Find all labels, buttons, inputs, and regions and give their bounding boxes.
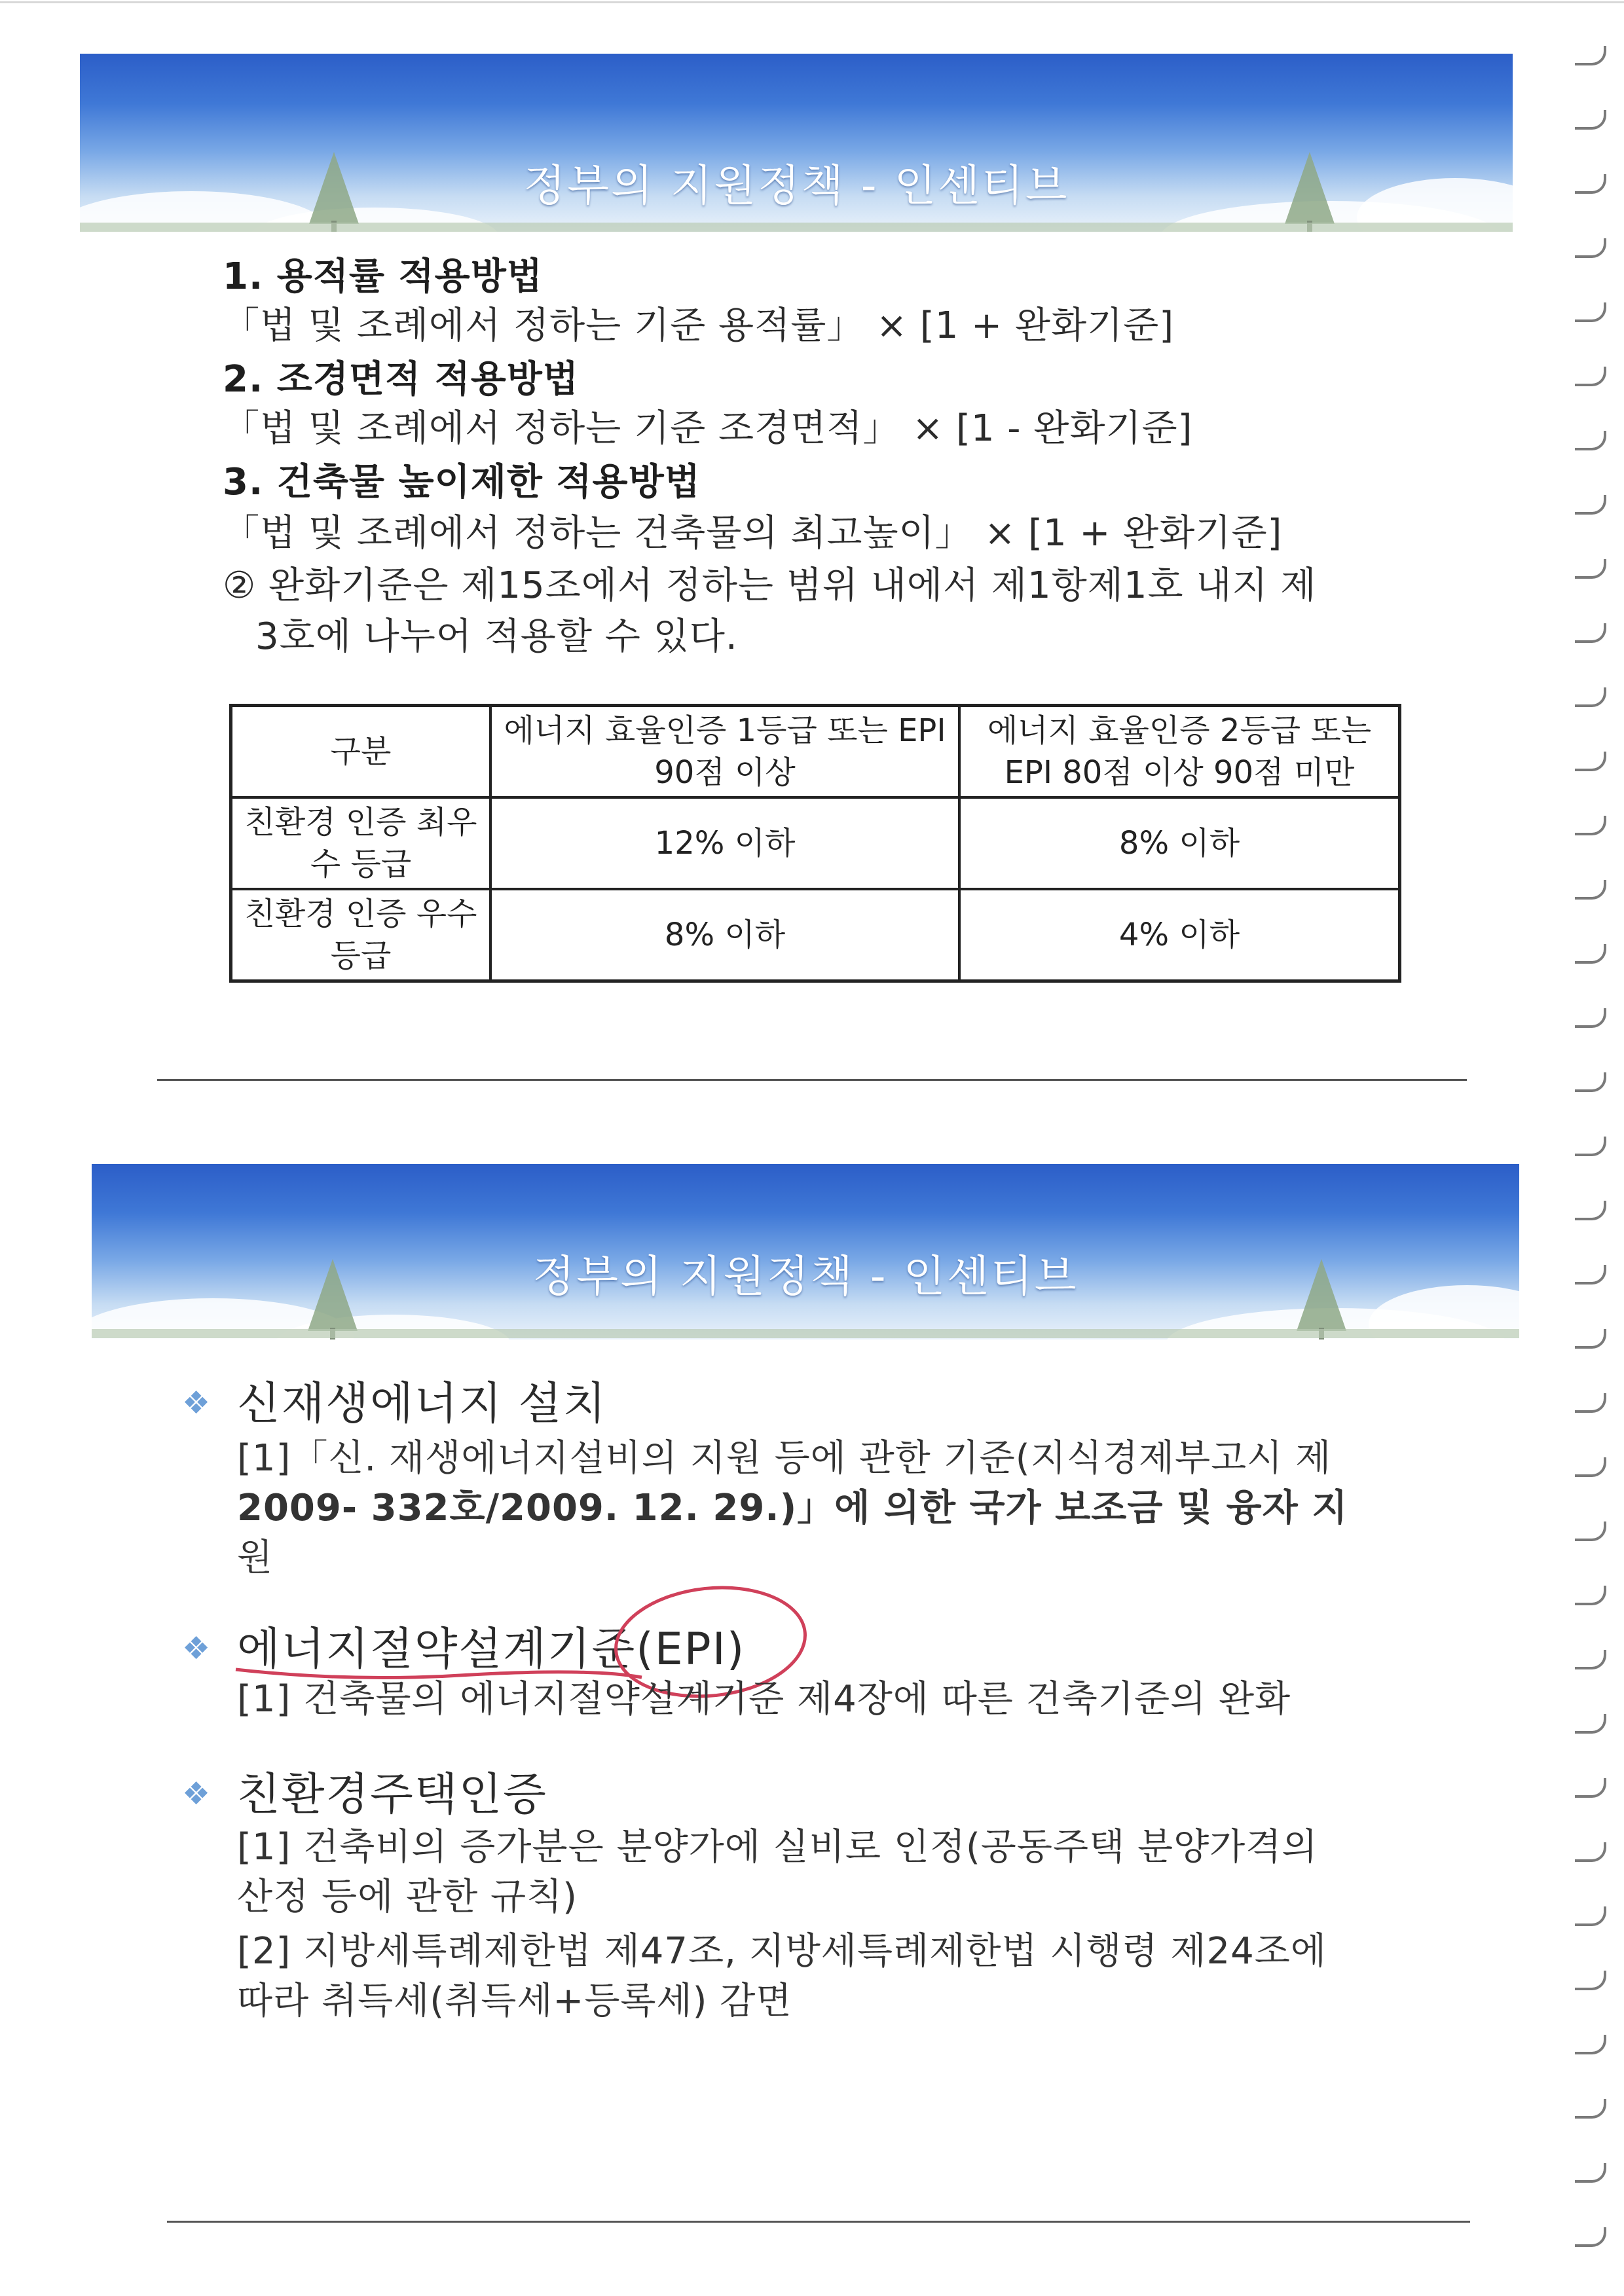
table-header-cell: 구분 (231, 706, 491, 798)
scan-edge-line (0, 1, 1624, 3)
binder-ring (1575, 1842, 1606, 1862)
slide1-line-2: 「법 및 조례에서 정하는 기준 용적률」 × [1 + 완화기준] (223, 304, 1175, 347)
slide1-line-5: 3. 건축물 높이제한 적용방법 (223, 461, 701, 503)
binder-ring (1575, 495, 1606, 515)
table-header-cell: 에너지 효율인증 2등급 또는 EPI 80점 이상 90점 미만 (959, 706, 1400, 798)
binder-ring (1575, 238, 1606, 258)
binder-ring (1575, 1329, 1606, 1349)
table-cell: 친환경 인증 우수 등급 (231, 889, 491, 981)
binder-ring (1575, 1906, 1606, 1926)
binder-ring (1575, 2227, 1606, 2247)
binder-ring (1575, 1650, 1606, 1669)
section-item: 따라 취득세(취득세+등록세) 감면 (237, 1980, 792, 2022)
table-row (231, 889, 1400, 981)
binder-ring (1575, 431, 1606, 450)
slide1-line-7: ② 완화기준은 제15조에서 정하는 범위 내에서 제1항제1호 내지 제 (223, 564, 1317, 607)
binder-ring (1575, 1072, 1606, 1092)
binder-ring (1575, 46, 1606, 65)
slide1-line-8: 3호에 나누어 적용할 수 있다. (255, 615, 738, 658)
slide1-line-4: 「법 및 조례에서 정하는 기준 조경면적」 × [1 - 완화기준] (223, 407, 1193, 450)
slide2-title: 정부의 지원정책 - 인센티브 (532, 1251, 1079, 1302)
section-item: 원 (237, 1537, 274, 1579)
table-row (231, 797, 1400, 889)
binder-ring (1575, 1522, 1606, 1541)
diamond-bullet-icon: ❖ (182, 1385, 211, 1421)
binder-ring (1575, 1137, 1606, 1156)
binder-ring (1575, 2163, 1606, 2183)
binder-ring (1575, 559, 1606, 579)
binder-ring (1575, 2035, 1606, 2054)
table-header-cell: 에너지 효율인증 1등급 또는 EPI 90점 이상 (490, 706, 959, 798)
binder-ring (1575, 752, 1606, 771)
binder-ring (1575, 1265, 1606, 1285)
section-heading-eco-housing: 친환경주택인증 (237, 1769, 547, 1821)
table-cell: 4% 이하 (959, 889, 1400, 981)
section-item: [1] 건축비의 증가분은 분양가에 실비로 인정(공동주택 분양가격의 (237, 1826, 1318, 1868)
table-cell: 8% 이하 (490, 889, 959, 981)
section-item: 산정 등에 관한 규칙) (237, 1876, 578, 1918)
incentive-table (229, 704, 1401, 983)
table-header-row (231, 706, 1400, 798)
slide1-banner (80, 54, 1513, 232)
binder-ring (1575, 880, 1606, 900)
diamond-bullet-icon: ❖ (182, 1776, 211, 1812)
binder-ring (1575, 944, 1606, 964)
binder-ring (1575, 623, 1606, 643)
binder-ring (1575, 2099, 1606, 2119)
slide1-line-1: 1. 용적률 적용방법 (223, 255, 543, 298)
section-heading-epi: 에너지절약설계기준(EPI) (237, 1624, 746, 1675)
binder-ring (1575, 816, 1606, 835)
binder-ring (1575, 367, 1606, 386)
table-cell: 친환경 인증 최우수 등급 (231, 797, 491, 889)
binder-ring (1575, 1008, 1606, 1028)
binder-ring (1575, 1714, 1606, 1734)
binder-ring (1575, 174, 1606, 194)
section-item: [1]「신. 재생에너지설비의 지원 등에 관한 기준(지식경제부고시 제 (237, 1437, 1332, 1480)
section-item: [1] 건축물의 에너지절약설계기준 제4장에 따른 건축기준의 완화 (237, 1678, 1291, 1721)
table-cell: 8% 이하 (959, 797, 1400, 889)
diamond-bullet-icon: ❖ (182, 1630, 211, 1667)
section-item: [2] 지방세특례제한법 제47조, 지방세특례제한법 시행령 제24조에 (237, 1930, 1327, 1973)
slide1-title: 정부의 지원정책 - 인센티브 (523, 160, 1069, 211)
binder-ring (1575, 1971, 1606, 1990)
binder-ring (1575, 110, 1606, 130)
table-cell: 12% 이하 (490, 797, 959, 889)
slide2-banner (92, 1164, 1519, 1339)
binder-ring (1575, 1393, 1606, 1413)
binder-ring (1575, 1457, 1606, 1477)
slide1-divider (157, 1079, 1467, 1081)
binder-ring (1575, 1778, 1606, 1798)
slide1-line-3: 2. 조경면적 적용방법 (223, 358, 579, 401)
slide2-divider (167, 2221, 1470, 2223)
binder-ring (1575, 1201, 1606, 1220)
section-item: 2009- 332호/2009. 12. 29.)」에 의한 국가 보조금 및 융자 지 (237, 1487, 1348, 1529)
section-heading-renewable: 신재생에너지 설치 (237, 1378, 608, 1430)
binder-ring (1575, 1586, 1606, 1605)
binder-ring (1575, 302, 1606, 322)
slide1-line-6: 「법 및 조례에서 정하는 건축물의 최고높이」 × [1 + 완화기준] (223, 512, 1283, 555)
binder-ring (1575, 687, 1606, 707)
